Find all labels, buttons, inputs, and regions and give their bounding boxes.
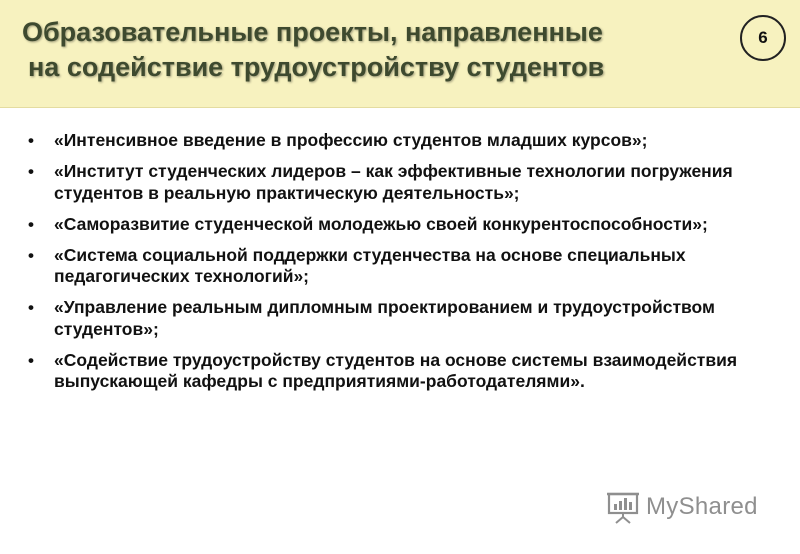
bullet-text: «Содействие трудоустройству студентов на основе системы взаимодействия выпускающей кафедры с предприятиями-работодателями». [54, 349, 738, 391]
bullet-dot: • [28, 214, 34, 234]
bullet-item [26, 130, 766, 152]
bullet-dot: • [28, 298, 34, 317]
bullet-list [26, 130, 766, 402]
bullet-item [26, 350, 766, 393]
presentation-board-icon [606, 490, 640, 524]
slide-title-line-1: Образовательные проекты, направленные [22, 17, 603, 47]
bullet-text: «Интенсивное введение в профессию студентов младших курсов»; [54, 130, 648, 150]
bullet-dot: • [28, 245, 34, 265]
bullet-item [26, 297, 766, 340]
slide-number-badge: 6 [740, 15, 786, 61]
bullet-item [26, 161, 766, 204]
bullet-text: «Система социальной поддержки студенчества на основе специальных педагогических технологий»; [54, 244, 686, 286]
bullet-text: «Саморазвитие студенческой молодежью своей конкурентоспособности»; [54, 213, 708, 234]
bullet-text: «Управление реальным дипломным проектированием и трудоустройством студентов»; [54, 297, 715, 339]
bullet-dot: • [28, 350, 34, 370]
bullet-dot: • [28, 131, 34, 150]
watermark-logo[interactable] [606, 490, 758, 524]
slide-title-line-2: на содействие трудоустройству студентов [28, 52, 605, 82]
bullet-text: «Институт студенческих лидеров – как эффективные технологии погружения студентов в реальную практическую деятельность»; [54, 161, 733, 203]
bullet-item [26, 245, 766, 288]
title-band [0, 0, 800, 108]
bullet-dot: • [28, 162, 34, 181]
bullet-item [26, 214, 766, 236]
watermark-text: MyShared [646, 493, 758, 520]
